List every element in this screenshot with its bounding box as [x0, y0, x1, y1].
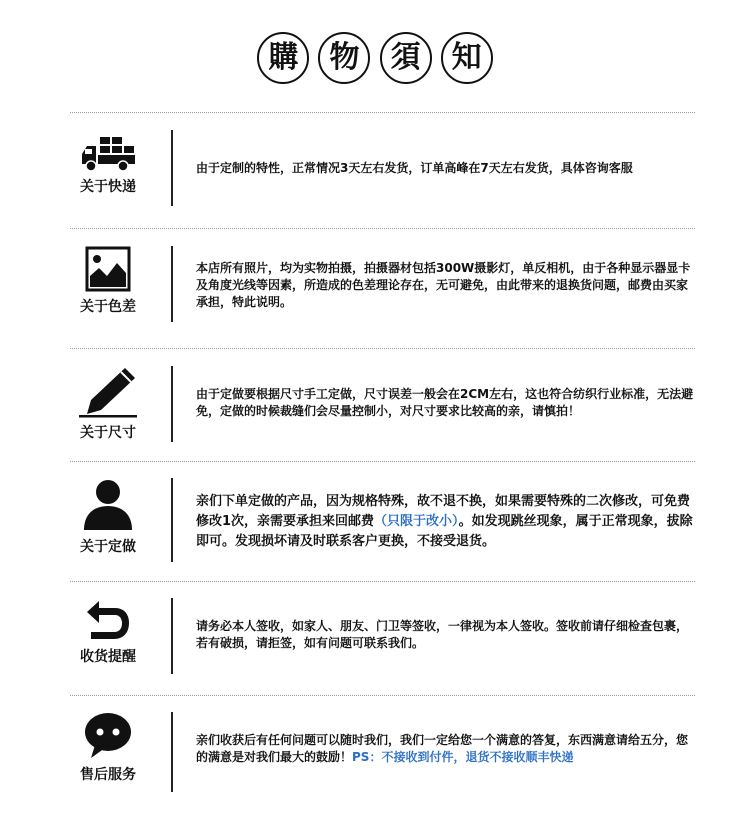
title-char: 物 [318, 32, 370, 84]
section-receipt-reminder [70, 598, 695, 678]
divider [70, 228, 695, 229]
vertical-divider [171, 366, 173, 442]
section-text: 请务必本人签收，如家人、朋友、门卫等签收，一律视为本人签收。签收前请仔细检查包裹，若有破损，请拒签，如有问题可联系我们。 [196, 619, 689, 650]
text-part: 亲们收获后有任何问题可以随时我们，我们一定给您一个满意的答复，东西满意请给五分，您的满意是对我们最大的鼓励！ [196, 733, 689, 764]
text-part: 。如发现跳丝现象，属于正常现象，拔除即可。发现损坏请及时联系客户更换，不接受退货。 [196, 514, 693, 549]
delivery-truck-icon [81, 136, 135, 172]
vertical-divider [171, 130, 173, 206]
vertical-divider [171, 478, 173, 562]
icon-area [70, 366, 146, 442]
title-char: 須 [380, 32, 432, 84]
section-text: 由于定制的特性，正常情况3天左右发货，订单高峰在7天左右发货，具体咨询客服 [196, 161, 633, 175]
section-size [70, 366, 695, 446]
section-after-sales [70, 712, 695, 792]
section-text [196, 492, 701, 552]
section-label: 关于色差 [80, 299, 136, 315]
pen-icon [77, 366, 139, 418]
chat-bubble-icon [83, 712, 133, 760]
divider [70, 695, 695, 696]
section-label: 收货提醒 [80, 649, 136, 665]
section-text [196, 732, 696, 766]
divider [70, 461, 695, 462]
title-char: 知 [441, 32, 493, 84]
section-text: 本店所有照片，均为实物拍摄，拍摄器材包括300W摄影灯，单反相机，由于各种显示器显卡及角度光线等因素，所造成的色差理论存在，无可避免，由此带来的退换货问题，邮费由买家承担，特此说明。 [196, 261, 691, 309]
highlight-text: （只限于改小） [374, 514, 459, 529]
divider [70, 112, 695, 113]
section-label: 关于尺寸 [80, 425, 136, 441]
section-custom-made [70, 478, 695, 568]
icon-area [70, 478, 146, 556]
icon-area [70, 136, 146, 196]
section-delivery [70, 130, 695, 210]
section-color-difference [70, 246, 695, 326]
return-arrow-icon [85, 600, 131, 642]
section-text: 由于定做要根据尺寸手工定做，尺寸误差一般会在2CM左右，这也符合纺织行业标准，无法避免，定做的时候裁缝们会尽量控制小，对尺寸要求比较高的亲，请慎拍！ [196, 387, 694, 418]
vertical-divider [171, 712, 173, 792]
icon-area [70, 600, 146, 666]
section-label: 关于定做 [80, 539, 136, 555]
icon-area [70, 712, 146, 784]
page-title [0, 32, 750, 84]
text-part: 亲们下单定做的产品，因为规格特殊，故不退不换，如果需要特殊的二次修改，可免费修改1次，亲需要承担来回邮费 [196, 494, 691, 529]
section-label: 售后服务 [80, 767, 136, 783]
person-icon [82, 478, 134, 532]
divider [70, 348, 695, 349]
icon-area [70, 246, 146, 316]
vertical-divider [171, 246, 173, 322]
highlight-text: PS：不接收到付件，退货不接收顺丰快递 [352, 750, 574, 764]
divider [70, 581, 695, 582]
title-char: 購 [257, 32, 309, 84]
section-label: 关于快递 [80, 179, 136, 195]
picture-icon [85, 246, 131, 292]
vertical-divider [171, 598, 173, 674]
